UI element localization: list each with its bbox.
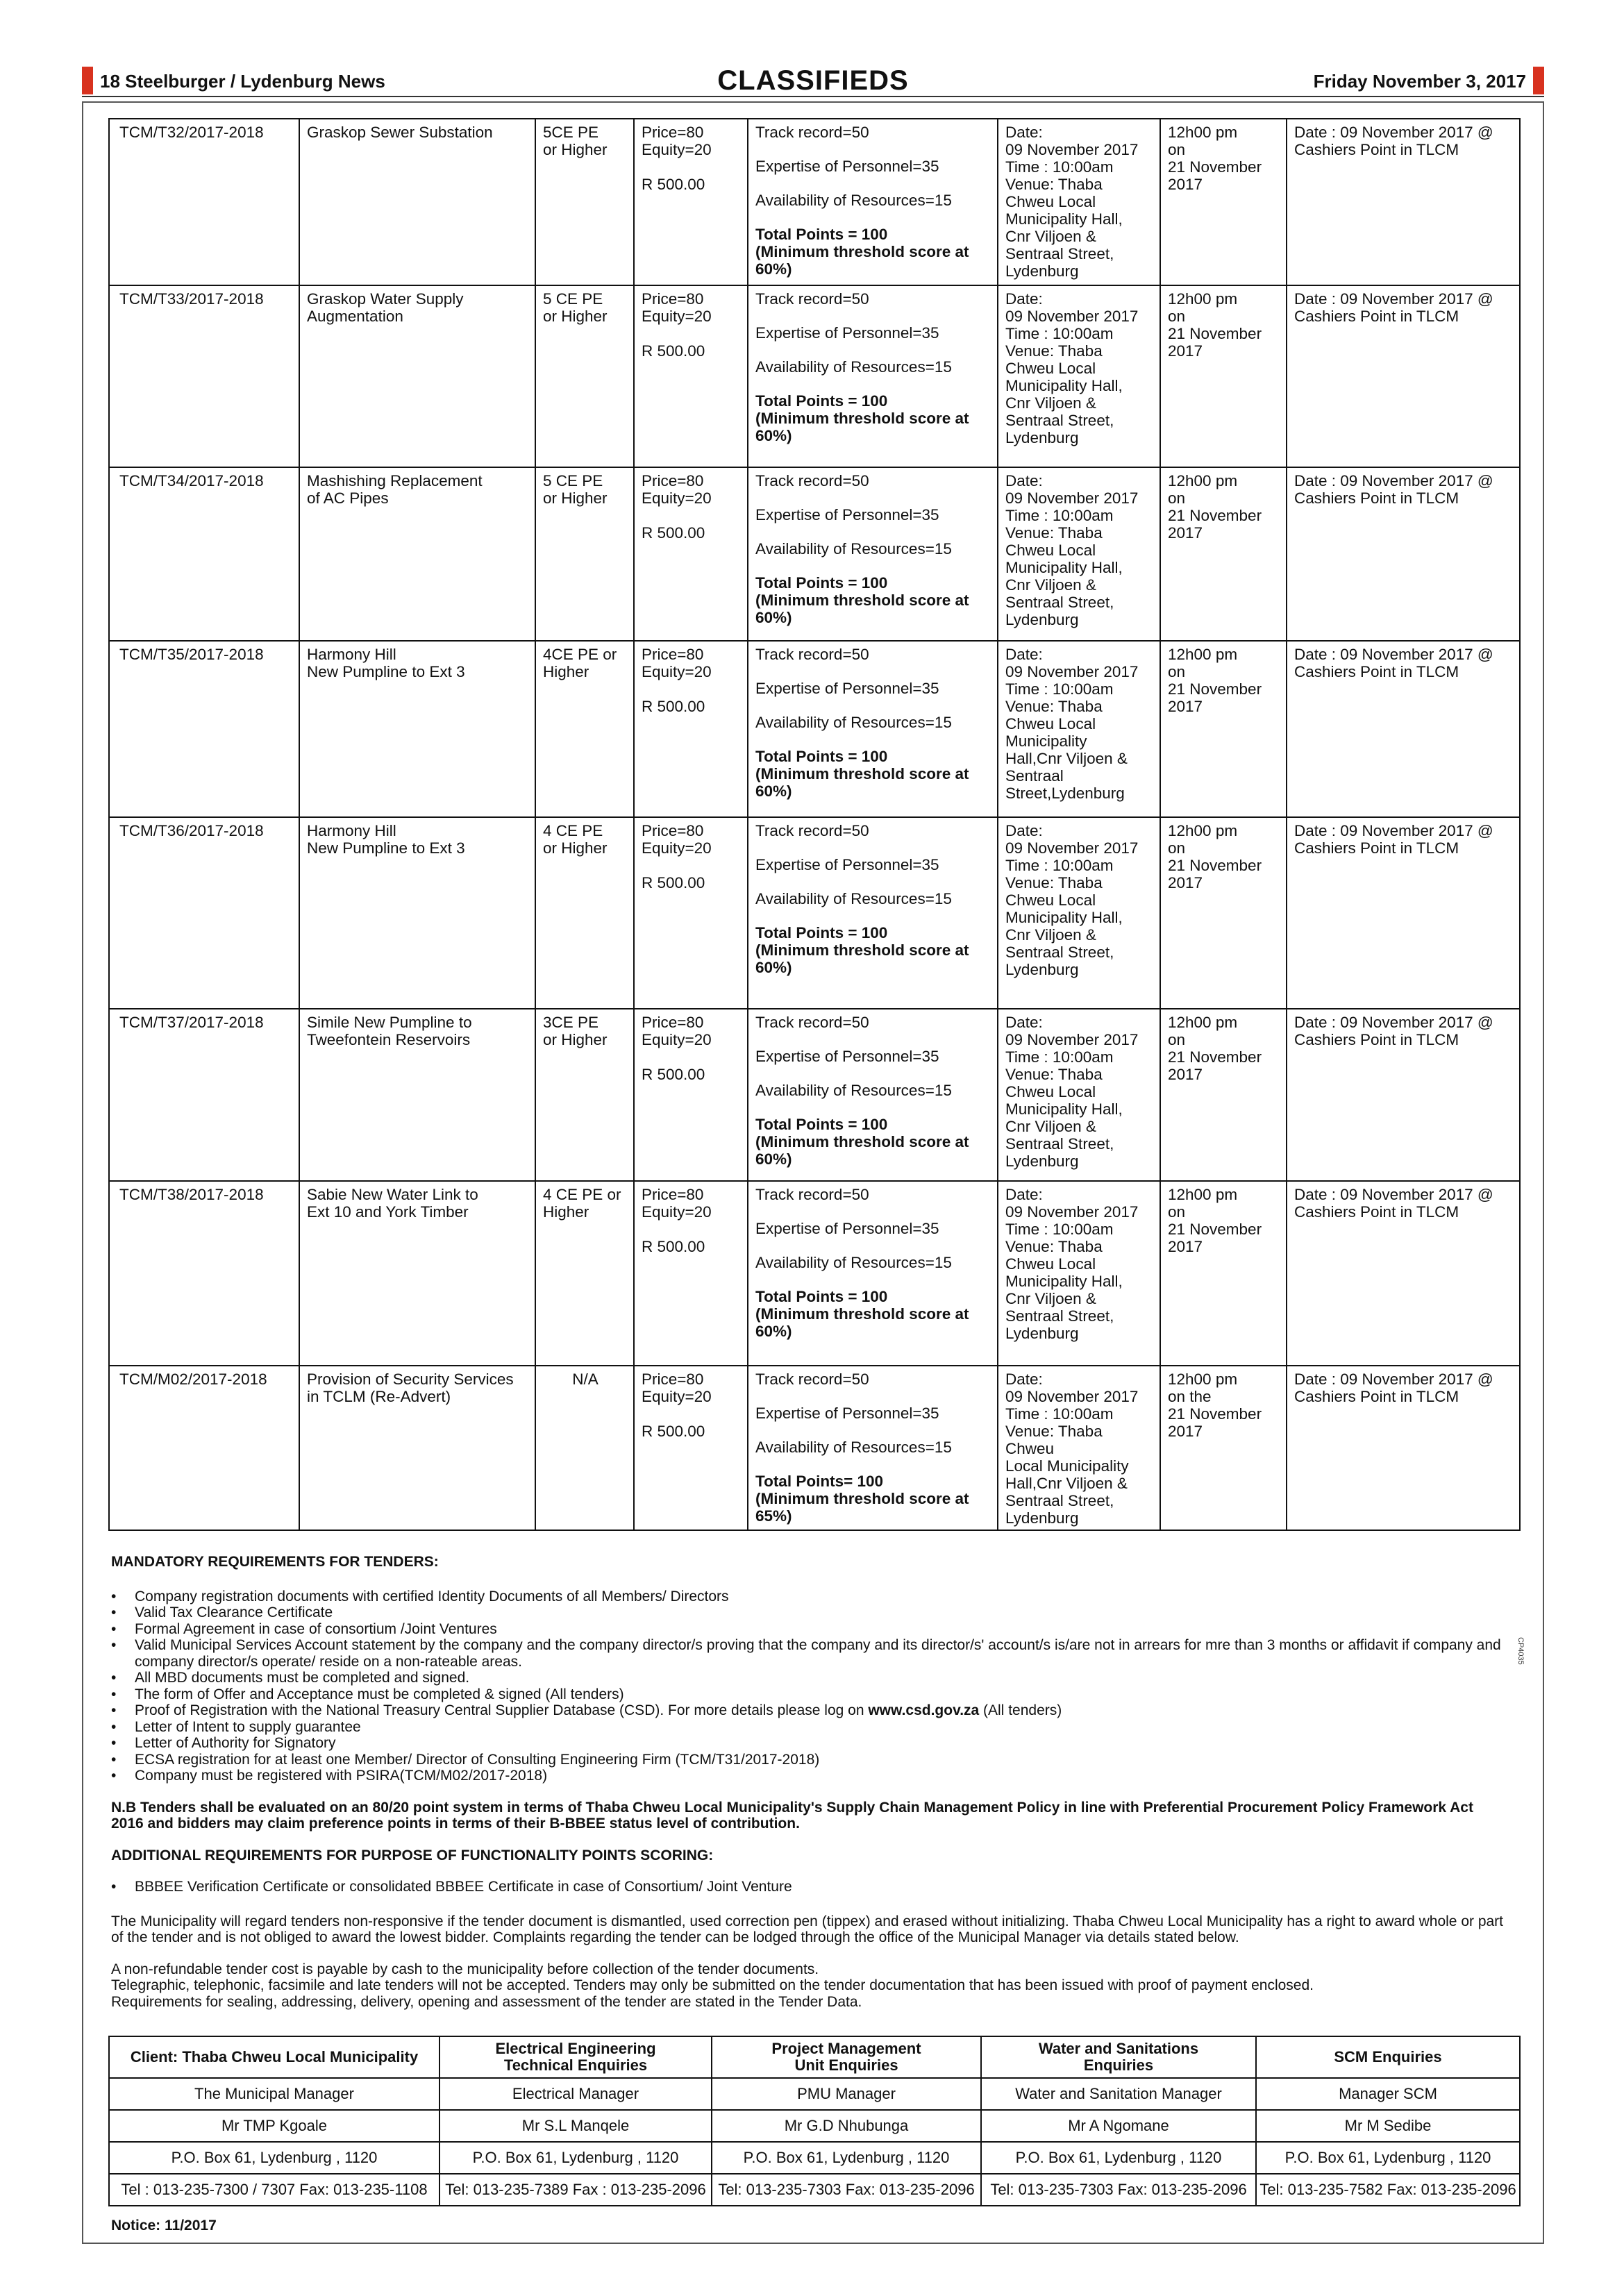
tender-briefing: Date: 09 November 2017 Time : 10:00am Venue: Thaba Chweu Local Municipality Hall, Cnr Viljoen & Sentraal Street, Lydenburg	[998, 817, 1160, 1009]
tender-number: TCM/T36/2017-2018	[109, 817, 299, 1009]
tender-closing: 12h00 pm on 21 November 2017	[1160, 285, 1287, 467]
tender-cidb-grading: 5 CE PE or Higher	[535, 285, 634, 467]
mandatory-heading: MANDATORY REQUIREMENTS FOR TENDERS:	[111, 1554, 439, 1570]
availability: Availability of Resources=15	[755, 714, 952, 731]
tender-number: TCM/M02/2017-2018	[109, 1366, 299, 1530]
tender-collection: Date : 09 November 2017 @ Cashiers Point in TLCM	[1287, 1009, 1520, 1181]
expertise: Expertise of Personnel=35	[755, 1048, 939, 1065]
requirements-section	[111, 1554, 1507, 2025]
tender-number: TCM/T33/2017-2018	[109, 285, 299, 467]
tender-collection: Date : 09 November 2017 @ Cashiers Point in TLCM	[1287, 285, 1520, 467]
contact-header-row	[109, 2036, 1520, 2078]
list-item-csd	[111, 1702, 1507, 1719]
table-row	[109, 285, 1520, 467]
contacts-table	[108, 2036, 1521, 2206]
contact-title-row-cell: Manager SCM	[1256, 2078, 1520, 2110]
contact-phone-row-cell: Tel: 013-235-7303 Fax: 013-235-2096	[981, 2174, 1256, 2206]
contact-phone-row-cell: Tel: 013-235-7582 Fax: 013-235-2096	[1256, 2174, 1520, 2206]
availability: Availability of Resources=15	[755, 890, 952, 907]
availability: Availability of Resources=15	[755, 1254, 952, 1271]
tender-price-points: Price=80 Equity=20 R 500.00	[634, 1009, 748, 1181]
tender-price-points: Price=80 Equity=20 R 500.00	[634, 467, 748, 641]
tender-briefing: Date: 09 November 2017 Time : 10:00am Venue: Thaba Chweu Local Municipality Hall, Cnr Viljoen & Sentraal Street, Lydenburg	[998, 119, 1160, 285]
tender-cidb-grading: 4 CE PE or Higher	[535, 1181, 634, 1366]
tender-cidb-grading: N/A	[535, 1366, 634, 1530]
contact-header-row-cell: Water and Sanitations Enquiries	[981, 2036, 1256, 2078]
track-record: Track record=50	[755, 124, 869, 141]
contact-phone-row-cell: Tel: 013-235-7389 Fax : 013-235-2096	[440, 2174, 712, 2206]
contact-address-row-cell: P.O. Box 61, Lydenburg , 1120	[109, 2142, 440, 2174]
tender-closing: 12h00 pm on 21 November 2017	[1160, 641, 1287, 817]
tender-number: TCM/T32/2017-2018	[109, 119, 299, 285]
contact-title-row-cell: Electrical Manager	[440, 2078, 712, 2110]
late-tenders-line: Telegraphic, telephonic, facsimile and late tenders will not be accepted. Tenders may only be submitted on the tender documentation that has been issued with proof of payment enclosed.	[111, 1977, 1314, 1993]
track-record: Track record=50	[755, 822, 869, 839]
contact-phone-row-cell: Tel : 013-235-7300 / 7307 Fax: 013-235-1108	[109, 2174, 440, 2206]
contact-name-row-cell: Mr G.D Nhubunga	[712, 2110, 981, 2142]
tender-number: TCM/T34/2017-2018	[109, 467, 299, 641]
total-points: Total Points = 100 (Minimum threshold score at 60%)	[755, 574, 969, 626]
tender-collection: Date : 09 November 2017 @ Cashiers Point in TLCM	[1287, 641, 1520, 817]
tender-description: Graskop Water Supply Augmentation	[299, 285, 535, 467]
track-record: Track record=50	[755, 1014, 869, 1031]
table-row	[109, 119, 1520, 285]
tender-briefing: Date: 09 November 2017 Time : 10:00am Venue: Thaba Chweu Local Municipality Hall,Cnr Viljoen & Sentraal Street, Lydenburg	[998, 1366, 1160, 1530]
contact-title-row-cell: PMU Manager	[712, 2078, 981, 2110]
list-item: • Valid Tax Clearance Certificate	[111, 1604, 1507, 1621]
contact-title-row-cell: The Municipal Manager	[109, 2078, 440, 2110]
tender-closing: 12h00 pm on 21 November 2017	[1160, 467, 1287, 641]
header-accent-right	[1533, 67, 1544, 94]
tender-price-points: Price=80 Equity=20 R 500.00	[634, 119, 748, 285]
list-item: • Company must be registered with PSIRA(TCM/M02/2017-2018)	[111, 1768, 1507, 1784]
tender-collection: Date : 09 November 2017 @ Cashiers Point in TLCM	[1287, 1181, 1520, 1366]
responsiveness-paragraph: The Municipality will regard tenders non-responsive if the tender document is dismantled, used correction pen (tippex) and erased without initializing. Thaba Chweu Local Municipality has a right to award whole or part of the tender and is not obliged to award the lowest bidder. Complaints regarding the tender can be lodged through the office of the Municipal Manager via details stated below.	[111, 1913, 1504, 1945]
contact-header-row-cell: SCM Enquiries	[1256, 2036, 1520, 2078]
contact-address-row-cell: P.O. Box 61, Lydenburg , 1120	[1256, 2142, 1520, 2174]
tender-briefing: Date: 09 November 2017 Time : 10:00am Venue: Thaba Chweu Local Municipality Hall, Cnr Viljoen & Sentraal Street, Lydenburg	[998, 467, 1160, 641]
header-rule	[82, 96, 1544, 97]
track-record: Track record=50	[755, 472, 869, 489]
list-item: • ECSA registration for at least one Member/ Director of Consulting Engineering Firm (TCM/T31/2017-2018)	[111, 1752, 1507, 1768]
tender-closing: 12h00 pm on 21 November 2017	[1160, 817, 1287, 1009]
tender-closing: 12h00 pm on the 21 November 2017	[1160, 1366, 1287, 1530]
tender-description: Sabie New Water Link to Ext 10 and York Timber	[299, 1181, 535, 1366]
expertise: Expertise of Personnel=35	[755, 1405, 939, 1422]
expertise: Expertise of Personnel=35	[755, 324, 939, 342]
contact-name-row	[109, 2110, 1520, 2142]
contact-header-row-cell: Project Management Unit Enquiries	[712, 2036, 981, 2078]
tender-price-points: Price=80 Equity=20 R 500.00	[634, 817, 748, 1009]
list-item: • All MBD documents must be completed and signed.	[111, 1670, 1507, 1686]
tender-closing: 12h00 pm on 21 November 2017	[1160, 1181, 1287, 1366]
csd-link[interactable]: www.csd.gov.za	[868, 1702, 980, 1718]
list-item: • BBBEE Verification Certificate or consolidated BBBEE Certificate in case of Consortium/ Joint Venture	[111, 1879, 1507, 1895]
track-record: Track record=50	[755, 1186, 869, 1203]
tender-cost-line: A non-refundable tender cost is payable by cash to the municipality before collection of the tender documents.	[111, 1961, 819, 1977]
tender-briefing: Date: 09 November 2017 Time : 10:00am Venue: Thaba Chweu Local Municipality Hall, Cnr Viljoen & Sentraal Street, Lydenburg	[998, 285, 1160, 467]
tender-functionality	[748, 467, 998, 641]
total-points: Total Points = 100 (Minimum threshold score at 60%)	[755, 392, 969, 444]
tender-description: Graskop Sewer Substation	[299, 119, 535, 285]
table-row	[109, 1009, 1520, 1181]
contact-phone-row-cell: Tel: 013-235-7303 Fax: 013-235-2096	[712, 2174, 981, 2206]
availability: Availability of Resources=15	[755, 1439, 952, 1456]
tender-cidb-grading: 4 CE PE or Higher	[535, 817, 634, 1009]
contact-phone-row	[109, 2174, 1520, 2206]
tender-cidb-grading: 5CE PE or Higher	[535, 119, 634, 285]
tender-briefing: Date: 09 November 2017 Time : 10:00am Venue: Thaba Chweu Local Municipality Hall, Cnr Viljoen & Sentraal Street, Lydenburg	[998, 1181, 1160, 1366]
contact-address-row	[109, 2142, 1520, 2174]
tender-cidb-grading: 4CE PE or Higher	[535, 641, 634, 817]
table-row	[109, 1181, 1520, 1366]
tender-cidb-grading: 3CE PE or Higher	[535, 1009, 634, 1181]
total-points: Total Points = 100 (Minimum threshold score at 60%)	[755, 748, 969, 800]
total-points: Total Points = 100 (Minimum threshold score at 60%)	[755, 1288, 969, 1340]
tender-functionality	[748, 1181, 998, 1366]
tender-price-points: Price=80 Equity=20 R 500.00	[634, 1181, 748, 1366]
contact-address-row-cell: P.O. Box 61, Lydenburg , 1120	[440, 2142, 712, 2174]
tender-description: Provision of Security Services in TCLM (Re-Advert)	[299, 1366, 535, 1530]
nb-note: N.B Tenders shall be evaluated on an 80/20 point system in terms of Thaba Chweu Local Municipality's Supply Chain Management Policy in line with Preferential Procurement Policy Framework Act 2016 and bidders may claim preference points in terms of their B-BBEE status level of contribution.	[111, 1799, 1473, 1832]
tender-number: TCM/T37/2017-2018	[109, 1009, 299, 1181]
tender-price-points: Price=80 Equity=20 R 500.00	[634, 1366, 748, 1530]
tender-collection: Date : 09 November 2017 @ Cashiers Point in TLCM	[1287, 467, 1520, 641]
contact-header-row-cell: Electrical Engineering Technical Enquiries	[440, 2036, 712, 2078]
expertise: Expertise of Personnel=35	[755, 1220, 939, 1237]
total-points: Total Points= 100 (Minimum threshold score at 65%)	[755, 1473, 969, 1525]
table-row	[109, 467, 1520, 641]
tender-cost-paragraph	[111, 1961, 1507, 2011]
contact-address-row-cell: P.O. Box 61, Lydenburg , 1120	[712, 2142, 981, 2174]
contact-title-row	[109, 2078, 1520, 2110]
contact-name-row-cell: Mr A Ngomane	[981, 2110, 1256, 2142]
contact-name-row-cell: Mr TMP Kgoale	[109, 2110, 440, 2142]
tenders-table	[108, 118, 1521, 1531]
csd-text: Proof of Registration with the National Treasury Central Supplier Database (CSD). For more details please log on	[135, 1702, 869, 1718]
track-record: Track record=50	[755, 646, 869, 663]
sealing-line: Requirements for sealing, addressing, delivery, opening and assessment of the tender are stated in the Tender Data.	[111, 1993, 862, 2010]
tender-functionality	[748, 817, 998, 1009]
tender-price-points: Price=80 Equity=20 R 500.00	[634, 641, 748, 817]
contact-name-row-cell: Mr S.L Manqele	[440, 2110, 712, 2142]
tender-closing: 12h00 pm on 21 November 2017	[1160, 119, 1287, 285]
availability: Availability of Resources=15	[755, 1082, 952, 1099]
tender-description: Mashishing Replacement of AC Pipes	[299, 467, 535, 641]
mandatory-list	[111, 1589, 1507, 1784]
availability: Availability of Resources=15	[755, 540, 952, 558]
tender-closing: 12h00 pm on 21 November 2017	[1160, 1009, 1287, 1181]
total-points: Total Points = 100 (Minimum threshold score at 60%)	[755, 924, 969, 976]
contact-header-row-cell: Client: Thaba Chweu Local Municipality	[109, 2036, 440, 2078]
tender-description: Harmony Hill New Pumpline to Ext 3	[299, 641, 535, 817]
list-item: • Letter of Authority for Signatory	[111, 1735, 1507, 1752]
tender-functionality	[748, 641, 998, 817]
tender-functionality	[748, 119, 998, 285]
tender-functionality	[748, 1009, 998, 1181]
availability: Availability of Resources=15	[755, 192, 952, 209]
issue-date: Friday November 3, 2017	[1313, 71, 1526, 92]
expertise: Expertise of Personnel=35	[755, 680, 939, 697]
additional-heading: ADDITIONAL REQUIREMENTS FOR PURPOSE OF FUNCTIONALITY POINTS SCORING:	[111, 1847, 714, 1863]
tender-briefing: Date: 09 November 2017 Time : 10:00am Venue: Thaba Chweu Local Municipality Hall, Cnr Viljoen & Sentraal Street, Lydenburg	[998, 1009, 1160, 1181]
contact-name-row-cell: Mr M Sedibe	[1256, 2110, 1520, 2142]
tender-functionality	[748, 285, 998, 467]
additional-list	[111, 1879, 1507, 1895]
track-record: Track record=50	[755, 1371, 869, 1388]
track-record: Track record=50	[755, 290, 869, 308]
notice-number: Notice: 11/2017	[111, 2218, 217, 2234]
tender-functionality	[748, 1366, 998, 1530]
tender-description: Simile New Pumpline to Tweefontein Reservoirs	[299, 1009, 535, 1181]
tender-description: Harmony Hill New Pumpline to Ext 3	[299, 817, 535, 1009]
ad-reference-code: CP4035	[1516, 1637, 1525, 1665]
tender-cidb-grading: 5 CE PE or Higher	[535, 467, 634, 641]
expertise: Expertise of Personnel=35	[755, 158, 939, 175]
list-item: • Letter of Intent to supply guarantee	[111, 1719, 1507, 1736]
list-item: • Company registration documents with certified Identity Documents of all Members/ Directors	[111, 1589, 1507, 1605]
table-row	[109, 817, 1520, 1009]
list-item: • The form of Offer and Acceptance must be completed & signed (All tenders)	[111, 1686, 1507, 1703]
page-header	[82, 67, 1544, 94]
total-points: Total Points = 100 (Minimum threshold score at 60%)	[755, 1116, 969, 1168]
expertise: Expertise of Personnel=35	[755, 506, 939, 523]
tender-price-points: Price=80 Equity=20 R 500.00	[634, 285, 748, 467]
contact-address-row-cell: P.O. Box 61, Lydenburg , 1120	[981, 2142, 1256, 2174]
csd-text-end: (All tenders)	[979, 1702, 1062, 1718]
table-row	[109, 1366, 1520, 1530]
list-item: • Formal Agreement in case of consortium /Joint Ventures	[111, 1621, 1507, 1638]
table-row	[109, 641, 1520, 817]
section-title: CLASSIFIEDS	[717, 65, 909, 96]
tender-collection: Date : 09 November 2017 @ Cashiers Point in TLCM	[1287, 817, 1520, 1009]
list-item: • Valid Municipal Services Account statement by the company and the company director/s proving that the company and its director/s' account/s is/are not in arrears for mre than 3 months or affidavit if company and company director/s operate/ reside on a non-rateable areas.	[111, 1637, 1507, 1670]
availability: Availability of Resources=15	[755, 358, 952, 376]
tender-briefing: Date: 09 November 2017 Time : 10:00am Venue: Thaba Chweu Local Municipality Hall,Cnr Viljoen & Sentraal Street,Lydenburg	[998, 641, 1160, 817]
tender-collection: Date : 09 November 2017 @ Cashiers Point in TLCM	[1287, 1366, 1520, 1530]
total-points: Total Points = 100 (Minimum threshold score at 60%)	[755, 226, 969, 278]
publication-name: 18 Steelburger / Lydenburg News	[100, 71, 385, 92]
tender-number: TCM/T35/2017-2018	[109, 641, 299, 817]
contact-title-row-cell: Water and Sanitation Manager	[981, 2078, 1256, 2110]
tender-collection: Date : 09 November 2017 @ Cashiers Point in TLCM	[1287, 119, 1520, 285]
tender-number: TCM/T38/2017-2018	[109, 1181, 299, 1366]
expertise: Expertise of Personnel=35	[755, 856, 939, 873]
